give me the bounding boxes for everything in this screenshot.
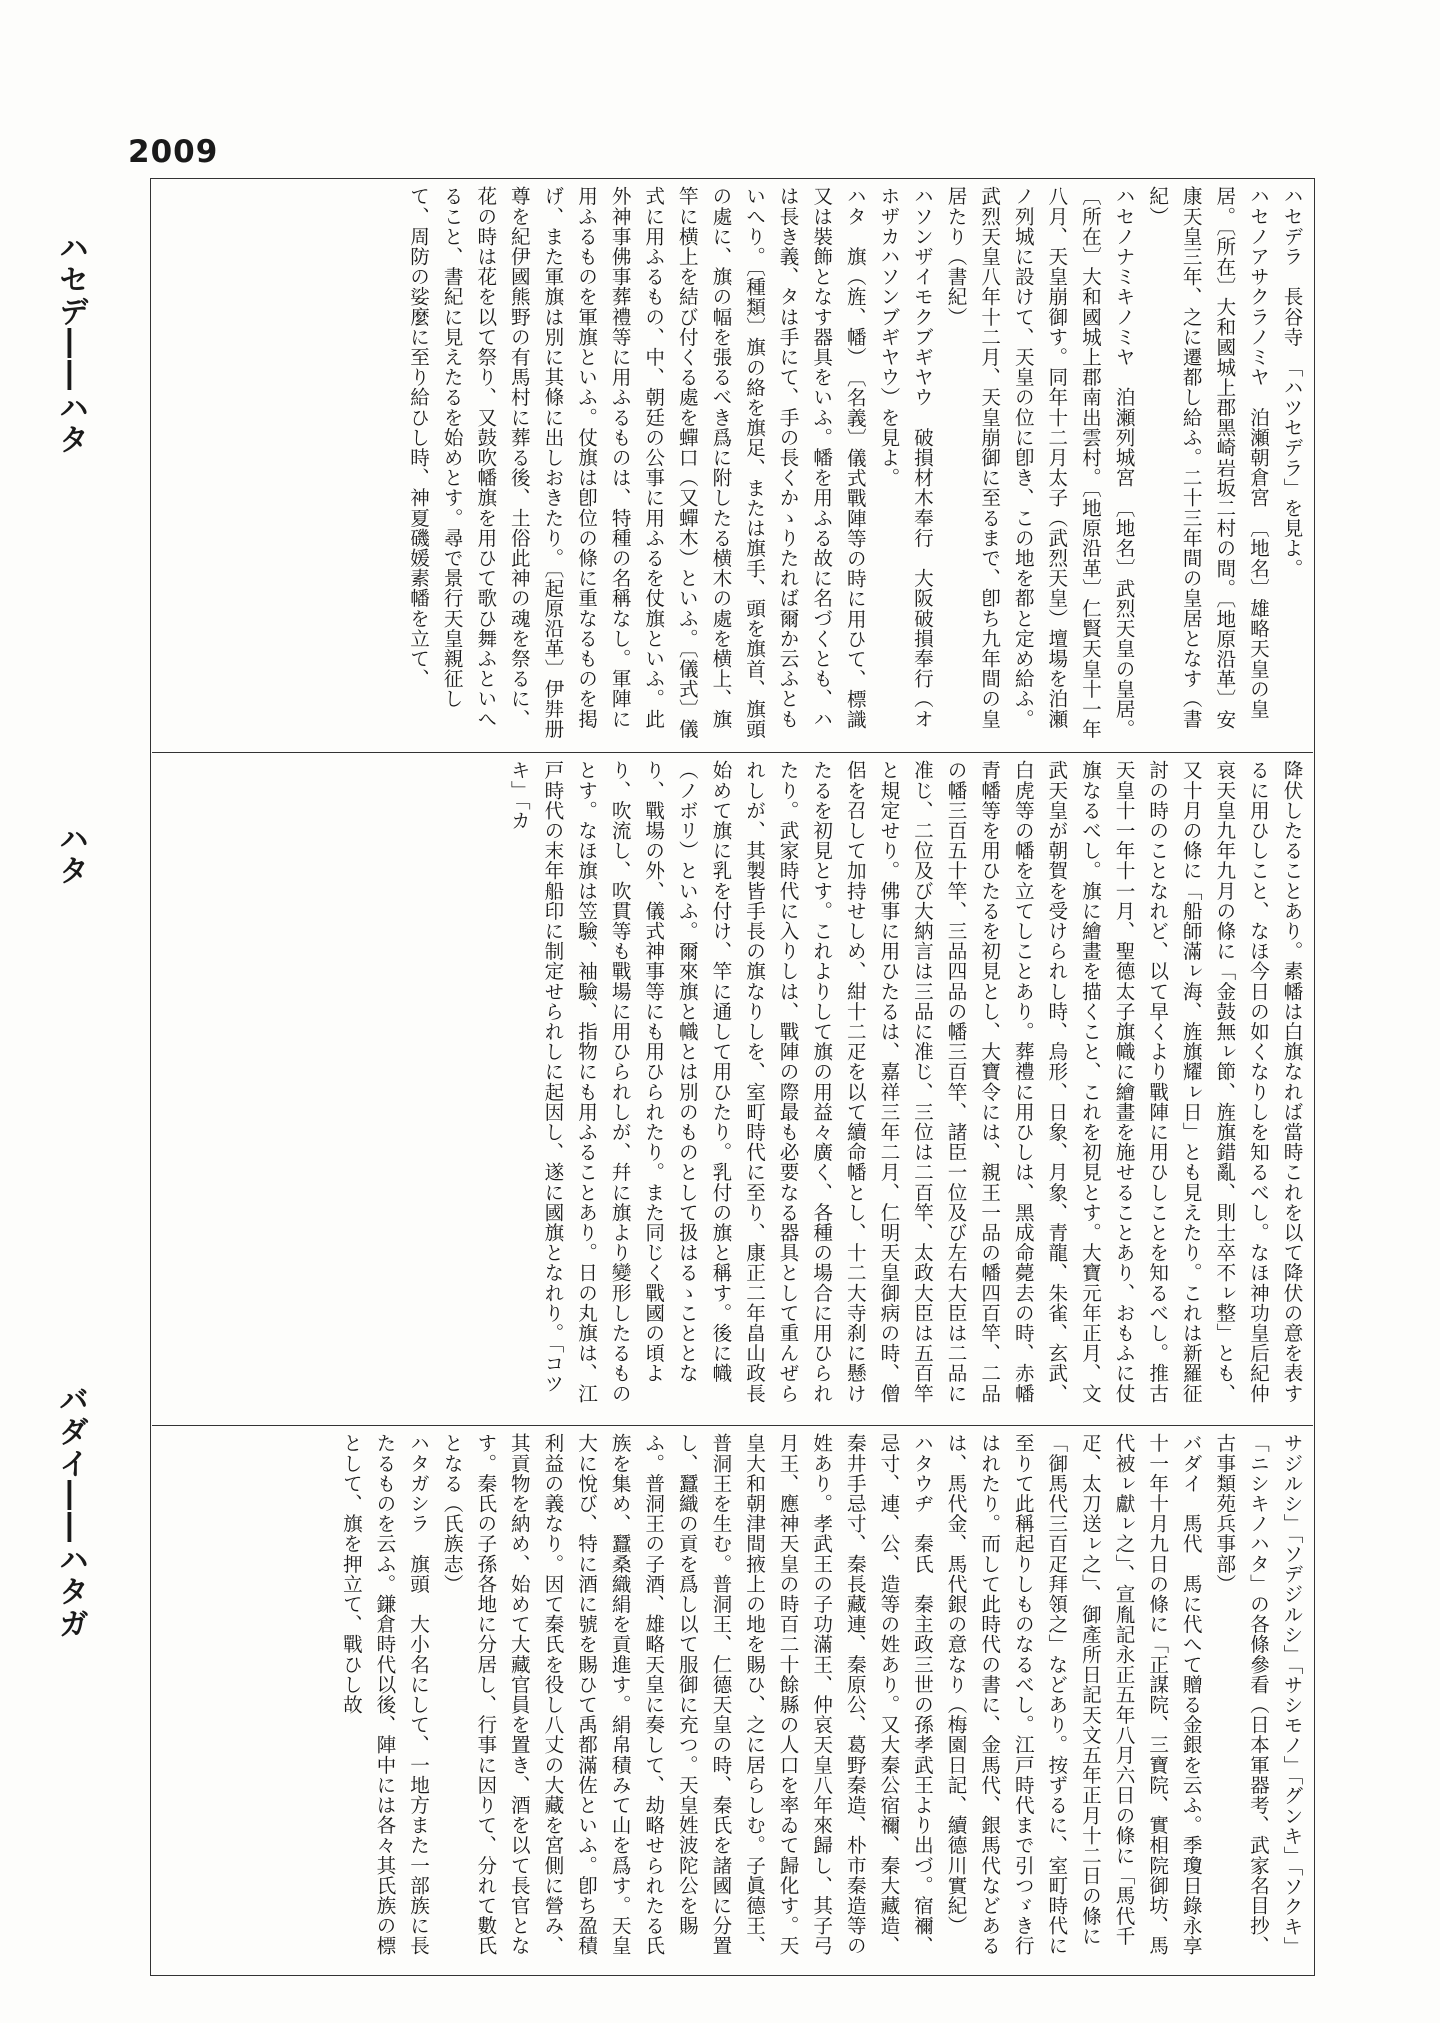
margin-label-middle: ハタ [53,823,88,887]
entry-hata: ハタ 旗（旌、幡） 〔名義〕儀式戰陣等の時に用ひて、標識又は裝飾となす器具をいふ。幡を用ふる故に名づくとも、ハは長き義、タは手にて、手の長くかゝりたれば爾か云ふともいへり。〔種類〕旗の絡を旗足、または旗手、頭を旗首、旗頭の處に、旗の幅を張るべき爲に附したる横木の處を横上、旗竿に横上を結び付くる處を蟬口（又蟬木）といふ。〔儀式〕儀式に用ふるもの、中、朝廷の公事に用ふるを仗旗といふ。此外神事佛事葬禮等に用ふるものは、特種の名稱なし。軍陣に用ふるものを軍旗といふ。仗旗は卽位の條に重なるものを掲げ、また軍旗は別に其條に出しおきたり。〔起原沿革〕伊弉册尊を紀伊國熊野の有馬村に葬る後、土俗此神の魂を祭るに、花の時は花を以て祭り、又鼓吹幡旗を用ひて歌ひ舞ふといへること、書紀に見えたるを始めとす。尋で景行天皇親征して、周防の娑麼に至り給ひし時、神夏磯媛素幡を立て、 [406,186,867,739]
page-number: 2009 [128,134,219,170]
entry-badai: バダイ 馬代 馬に代へて贈る金銀を云ふ。季瓊日錄永享十一年十月九日の條に「正謀院、三寶院、實相院御坊、馬代被ㇾ獻ㇾ之」、宣胤記永正五年八月六日の條に「馬代千疋、太刀送ㇾ之」、御產所日記天文五年正月十二日の條に「御馬代三百疋拜領之」などあり。按ずるに、室町時代に至りて此稱起りしものなるべし。江戸時代まで引つゞき行はれたり。而して此時代の書に、金馬代、銀馬代などあるは、馬代金、馬代銀の意なり（梅園日記、續德川實紀） [944,1433,1203,1956]
entry-hata-continued: 降伏したることあり。素幡は白旗なれば當時これを以て降伏の意を表するに用ひしこと、なほ今日の如くなりしを知るべし。なほ神功皇后紀仲哀天皇九年九月の條に「金鼓無ㇾ節、旌旗錯亂、則士卒不ㇾ整」とも、又十月の條に「船師滿ㇾ海、旌旗耀ㇾ日」とも見えたり。これは新羅征討の時のことなれど、以て早くより戰陣に用ひしことを知るべし。推古天皇十一年十一月、聖德太子旗幟に繪畫を施せることあり、おもふに仗旗なるべし。旗に繪畫を描くこと、これを初見とす。大寶元年正月、文武天皇が朝賀を受けられし時、烏形、日象、月象、青龍、朱雀、玄武、白虎等の幡を立てしことあり。葬禮に用ひしは、黑成命薨去の時、赤幡青幡等を用ひたるを初見とし、大寶令には、親王一品の幡四百竿、二品の幡三百五十竿、三品四品の幡三百竿、諸臣一位及び左右大臣は二品に准じ、二位及び大納言は三品に准じ、三位は二百竿、太政大臣は五百竿と規定せり。佛事に用ひたるは、嘉祥三年二月、仁明天皇御病の時、僧侶を召して加持せしめ、紺十二疋を以て續命幡とし、十二大寺刹に懸けたるを初見とす。これよりして旗の用益々廣く、各種の場合に用ひられたり。武家時代に入りしは、戰陣の際最も必要なる器具として重んぜられしが、其製皆手長の旗なりしを、室町時代に至り、康正二年畠山政長始めて旗に乳を付け、竿に通して用ひたり。乳付の旗と稱す。後に幟（ノボリ）といふ。爾來旗と幟とは別のものとして扱はるゝこととなり、戰場の外、儀式神事等にも用ひられたり。また同じく戰國の頃より、吹流し、吹貫等も戰場に用ひられしが、幷に旗より變形したるものとす。なほ旗は笠驗、袖驗、指物にも用ふることあり。日の丸旗は、江戸時代の末年船印に制定せられしに起因し、遂に國旗となれり。「コツキ」「カ [507,760,1303,1404]
entry-hatauji: ハタウヂ 秦氏 秦主政三世の孫孝武王より出づ。宿禰、忌寸、連、公、造等の姓あり。又大秦公宿禰、秦大藏造、秦井手忌寸、秦長藏連、秦原公、葛野秦造、朴市秦造等の姓あり。孝武王の子功滿王、仲哀天皇八年來歸し、其子弓月王、應神天皇の時百二十餘縣の人口を率ゐて歸化す。天皇大和朝津間掖上の地を賜ひ、之に居らしむ。子眞德王、普洞王を生む。普洞王、仁德天皇の時、秦氏を諸國に分置し、蠶織の貢を爲し以て服御に充つ。天皇姓波陀公を賜ふ。普洞王の子酒、雄略天皇に奏して、劫略せられたる氏族を集め、蠶桑織絹を貢進す。絹帛積みて山を爲す。天皇大に悅び、特に酒に號を賜ひて禹都滿佐といふ。卽ち盈積利益の義なり。因て秦氏を役し八丈の大藏を宮側に營み、其貢物を納め、始めて大藏官員を置き、酒を以て長官となす。秦氏の子孫各地に分居し、行事に因りて、分れて數氏となる（氏族志） [440,1433,934,1956]
section-divider [152,752,1313,753]
entry-hata-crossref: サジルシ」「ソデジルシ」「サシモノ」「グンキ」「ソクキ」「ニシキノハタ」の各條參看（日本軍器考、武家名目抄、古事類苑兵事部） [1212,1433,1303,1957]
entry-hasonzaimokubugyou: ハソンザイモクブギヤウ 破損材木奉行 大阪破損奉行（オホザカハソンブギヤウ）を見よ。 [876,186,934,729]
entry-hatagashira: ハタガシラ 旗頭 大小名にして、一地方また一部族に長たるものを云ふ。鎌倉時代以後、陣中には各々其氏族の標として、旗を押立て、戰ひし故 [339,1433,430,1956]
margin-label-top: ハセデ――ハタ [53,232,88,456]
section-divider [152,1425,1313,1426]
dictionary-section-2 [158,760,1308,1416]
entry-hasedera: ハセデラ 長谷寺 「ハツセデラ」を見よ。 [1280,186,1303,579]
entry-hasenonamikinomiya: ハセノナミキノミヤ 泊瀬列城宮 〔地名〕武烈天皇の皇居。〔所在〕大和國城上郡南出雲村。〔地原沿革〕仁賢天皇十一年八月、天皇崩御す。同年十二月太子（武烈天皇）壇場を泊瀬ノ列城に設けて、天皇の位に卽き、この地を都と定め給ふ。武烈天皇八年十二月、天皇崩御に至るまで、卽ち九年間の皇居たり（書紀） [944,186,1136,739]
dictionary-section-3 [158,1433,1308,1969]
margin-label-bottom: バダイ――ハタガ [53,1384,88,1640]
entry-hasenoasakuranomiya: ハセノアサクラノミヤ 泊瀬朝倉宮 〔地名〕雄略天皇の皇居。〔所在〕大和國城上郡黑崎岩坂二村の間。〔地原沿革〕安康天皇三年、之に遷都し給ふ。二十三年間の皇居となす（書紀） [1145,186,1270,730]
dictionary-section-1 [158,186,1308,744]
